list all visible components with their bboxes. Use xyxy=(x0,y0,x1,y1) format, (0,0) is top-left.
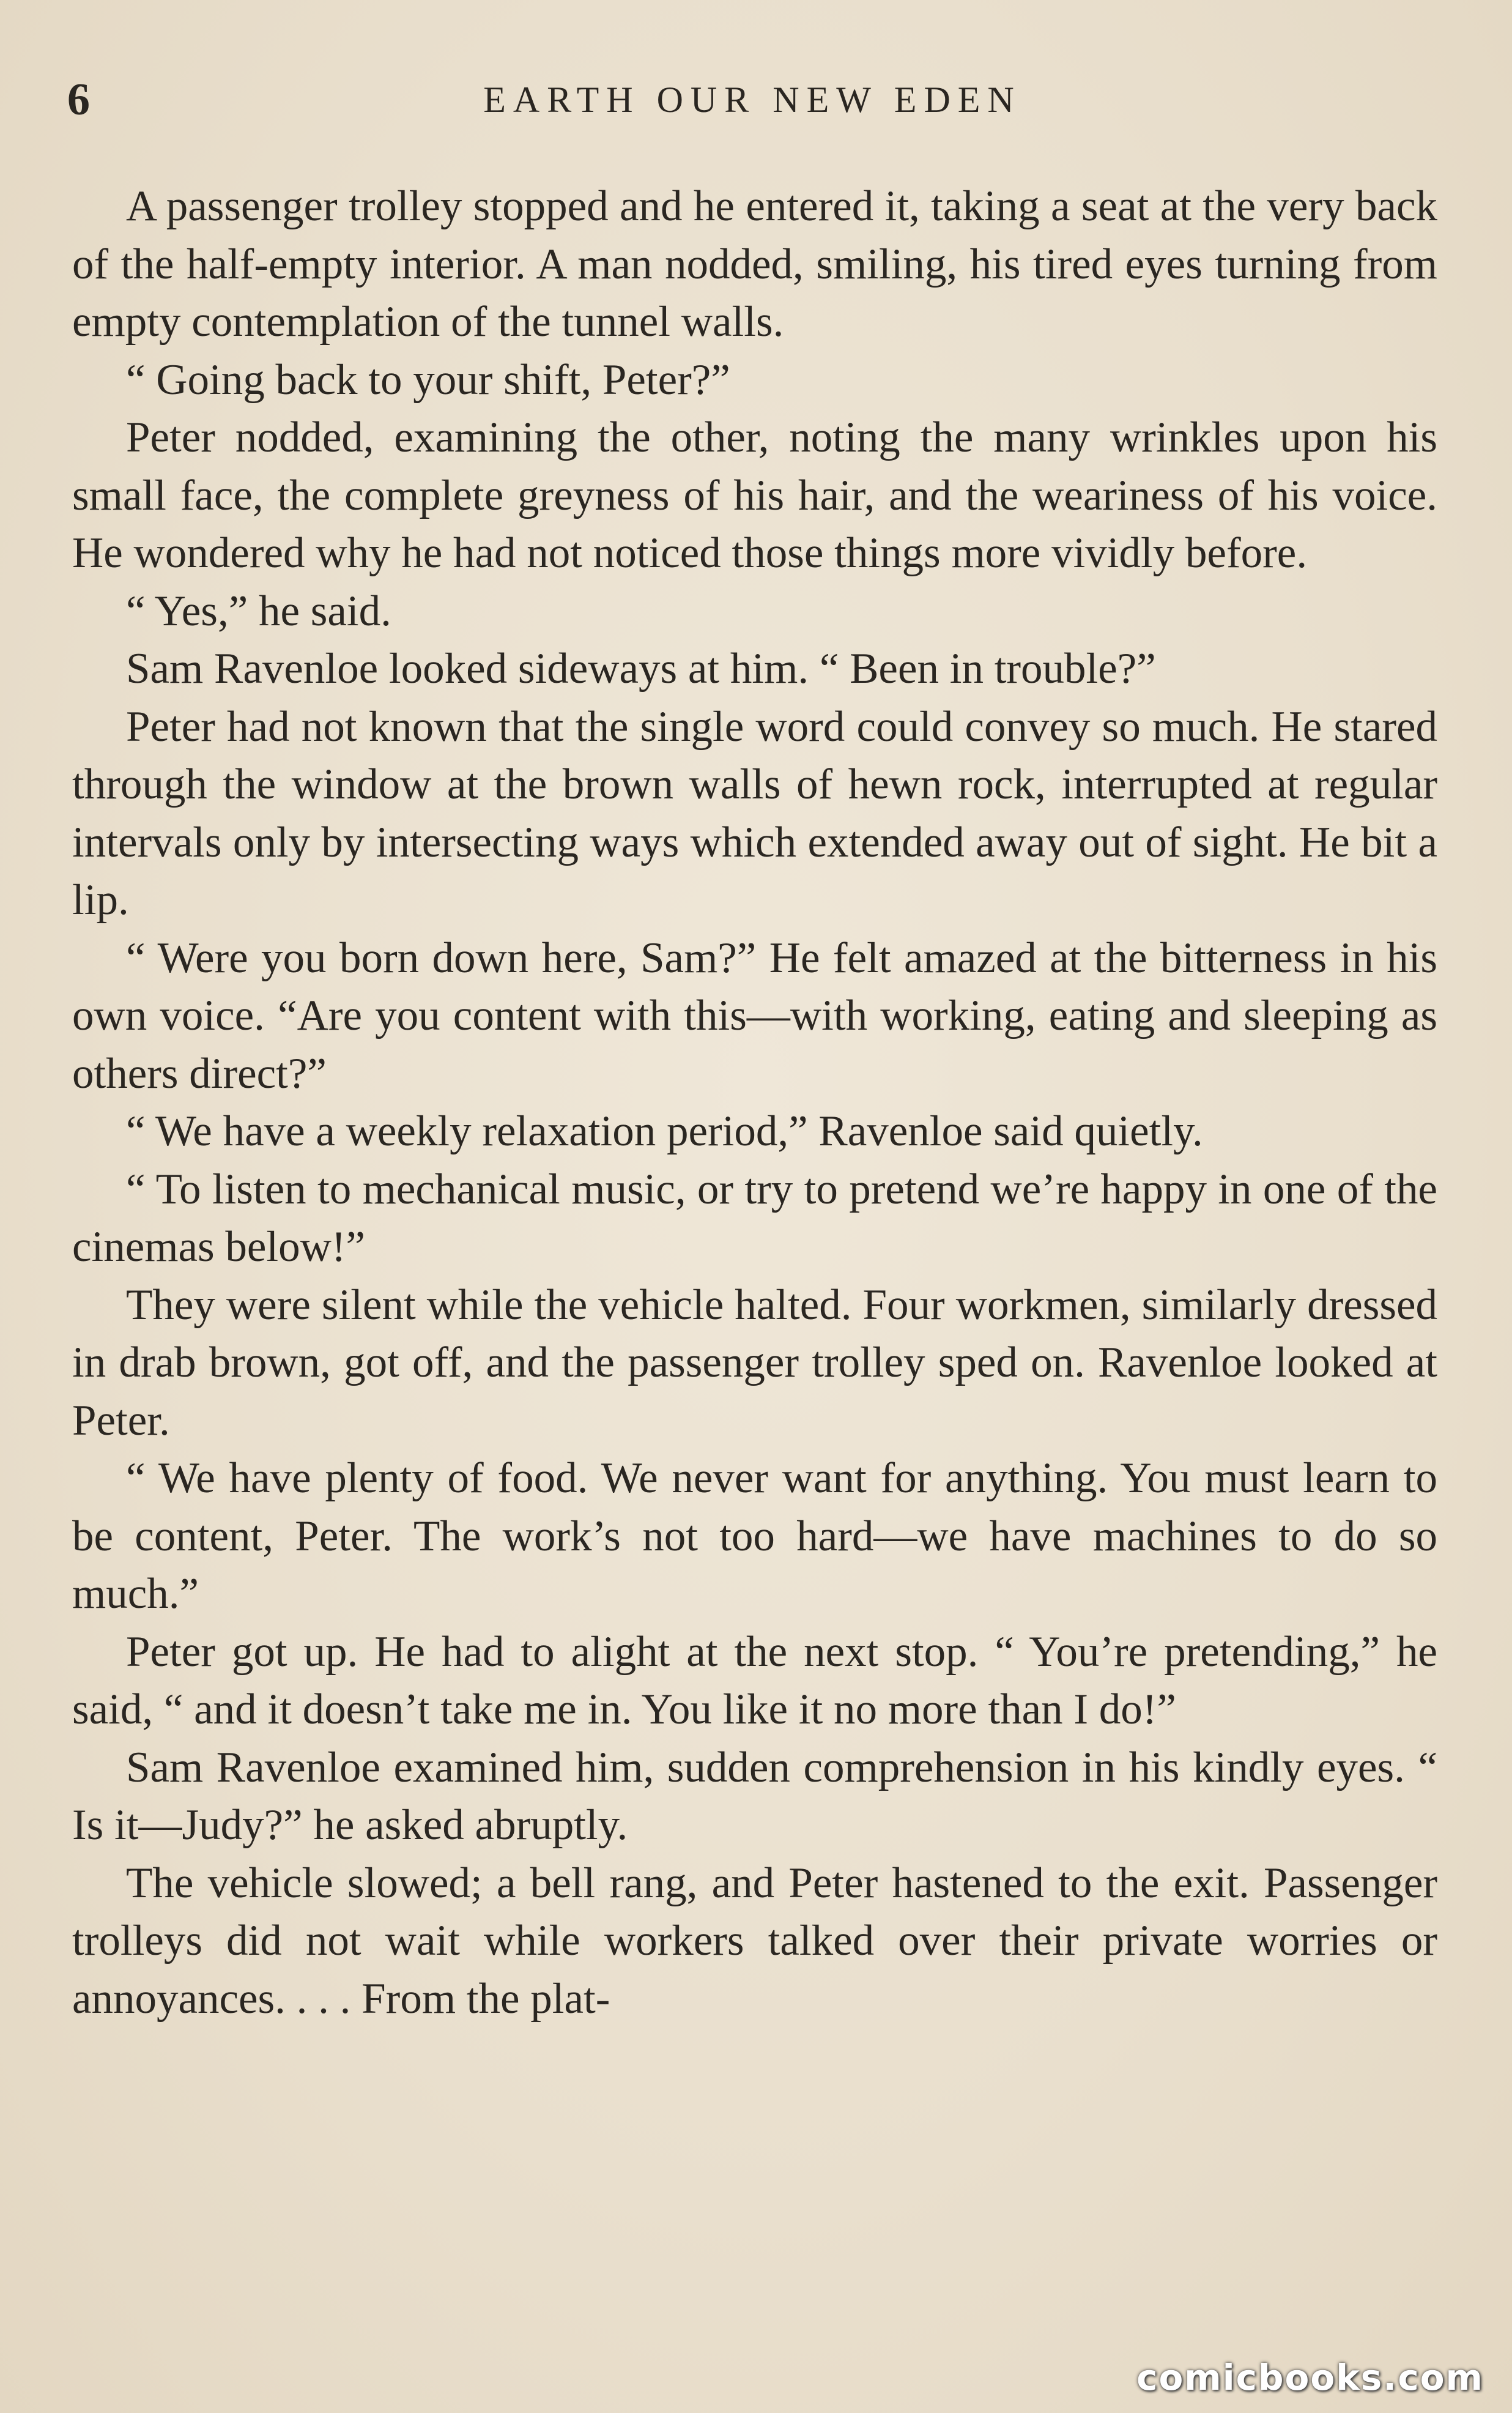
running-title: EARTH OUR NEW EDEN xyxy=(483,80,1021,120)
page-number: 6 xyxy=(67,75,90,125)
paragraph: Sam Ravenloe examined him, sudden comprehension in his kindly eyes. “ Is it—Judy?” he asked abruptly. xyxy=(72,1743,1437,1849)
watermark: comicbooks.com xyxy=(1136,2357,1484,2398)
paragraph: “ Going back to your shift, Peter?” xyxy=(126,355,730,404)
paragraph: Peter nodded, examining the other, noting the many wrinkles upon his small face, the complete greyness of his hair, and the weariness of his voice. He wondered why he had not noticed those things more vividly before. xyxy=(72,414,1437,577)
paragraph: A passenger trolley stopped and he entered it, taking a seat at the very back of the half-empty interior. A man nodded, smiling, his tired eyes turning from empty contemplation of the tunnel walls. xyxy=(72,182,1437,346)
paragraph: The vehicle slowed; a bell rang, and Peter hastened to the exit. Passenger trolleys did not wait while workers talked over their private worries or annoyances. . . . From the plat- xyxy=(72,1859,1437,2023)
paragraph: “ We have plenty of food. We never want for anything. You must learn to be content, Peter. The work’s not too hard—we have machines to do so much.” xyxy=(72,1454,1437,1618)
paragraph: “ Yes,” he said. xyxy=(126,587,391,635)
paragraph: “ Were you born down here, Sam?” He felt amazed at the bitterness in his own voice. “Are you content with this—with working, eating and sleeping as others direct?” xyxy=(72,934,1437,1098)
paragraph: They were silent while the vehicle halted. Four workmen, similarly dressed in drab brown, got off, and the passenger trolley sped on. Ravenloe looked at Peter. xyxy=(72,1281,1437,1444)
paragraph: Sam Ravenloe looked sideways at him. “ Been in trouble?” xyxy=(126,645,1156,693)
paragraph: “ To listen to mechanical music, or try to pretend we’re happy in one of the cinemas below!” xyxy=(72,1165,1437,1271)
paragraph: Peter had not known that the single word could convey so much. He stared through the window at the brown walls of hewn rock, interrupted at regular intervals only by intersecting ways which extended away out of sight. He bit a lip. xyxy=(72,702,1437,924)
paragraph: “ We have a weekly relaxation period,” Ravenloe said quietly. xyxy=(126,1107,1203,1155)
paragraph: Peter got up. He had to alight at the next stop. “ You’re pretending,” he said, “ and it doesn’t take me in. You like it no more than I do!” xyxy=(72,1627,1437,1733)
page-header xyxy=(67,72,1437,127)
body-text xyxy=(72,177,1437,2028)
